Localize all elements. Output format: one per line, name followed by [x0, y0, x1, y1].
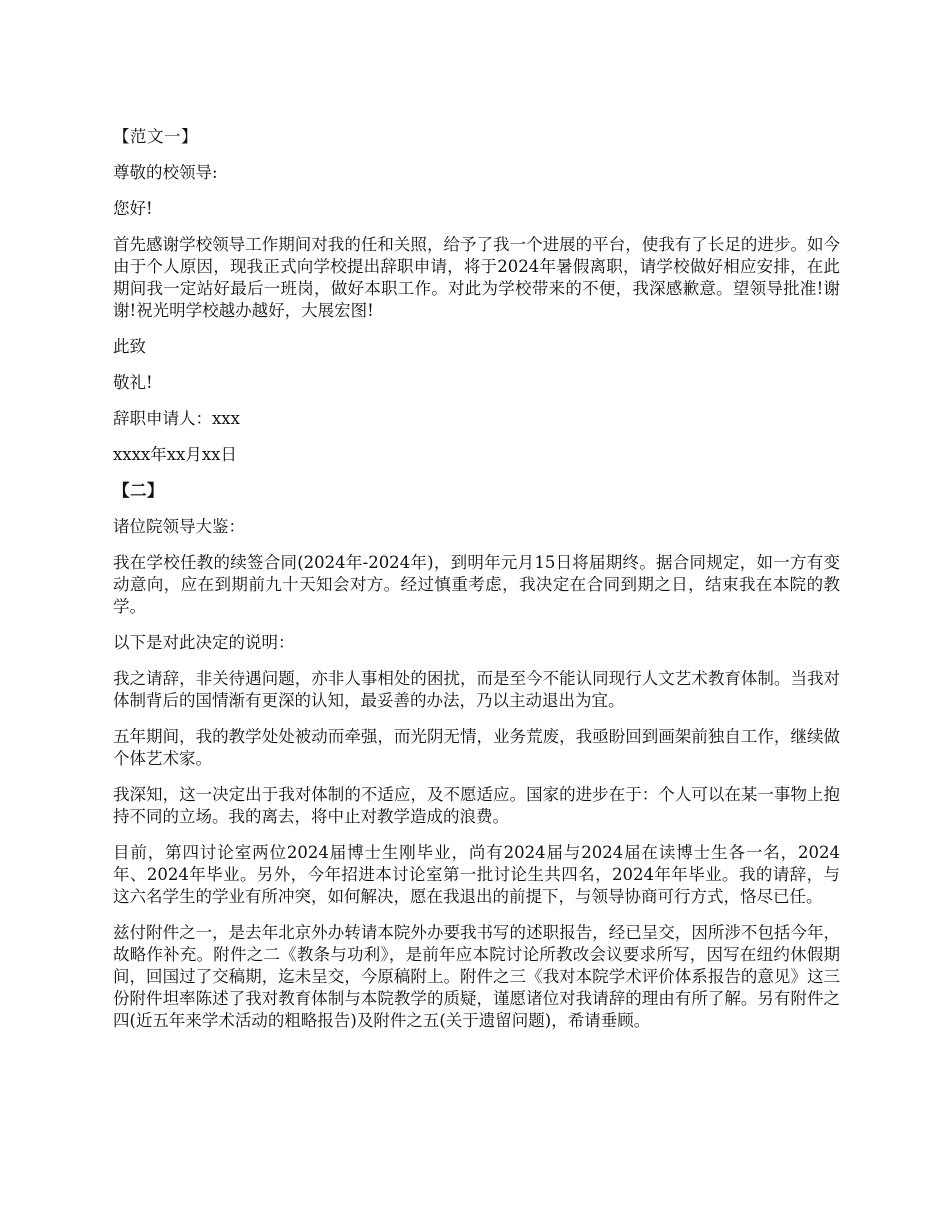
paragraph: 兹付附件之一，是去年北京外办转请本院外办要我书写的述职报告，经已呈交，因所涉不包括今年，故略作补充。附件之二《教条与功利》，是前年应本院讨论所教改会议要求所写，因写在纽约休假期间，回国过了交稿期，迄未呈交，今原稿附上。附件之三《我对本院学术评价体系报告的意见》这三份附件坦率陈述了我对教育体制与本院教学的质疑，谨愿诸位对我请辞的理由有所了解。另有附件之四(近五年来学术活动的粗略报告)及附件之五(关于遗留问题)，希请垂顾。	[113, 923, 840, 1030]
paragraph: 我深知，这一决定出于我对体制的不适应，及不愿适应。国家的进步在于：个人可以在某一事物上抱持不同的立场。我的离去，将中止对教学造成的浪费。	[113, 785, 840, 826]
closing-line-1: 此致	[113, 337, 146, 356]
salutation-2: 诸位院领导大鉴：	[113, 517, 245, 536]
paragraph: 我之请辞，非关待遇问题，亦非人事相处的困扰，而是至今不能认同现行人文艺术教育体制。当我对体制背后的国情渐有更深的认知，最妥善的办法，乃以主动退出为宜。	[113, 669, 840, 710]
date-line: xxxx年xx月xx日	[113, 445, 237, 464]
section-heading-1: 【范文一】	[113, 127, 198, 146]
letter-body-1: 首先感谢学校领导工作期间对我的任和关照，给予了我一个进展的平台，使我有了长足的进步。如今由于个人原因，现我正式向学校提出辞职申请，将于2024年暑假离职，请学校做好相应安排，在此期间我一定站好最后一班岗，做好本职工作。对此为学校带来的不便，我深感歉意。望领导批准!谢谢!祝光明学校越办越好，大展宏图!	[113, 235, 840, 320]
greeting: 您好!	[113, 199, 153, 218]
signature-line: 辞职申请人：xxx	[113, 409, 240, 428]
section-heading-2: 【二】	[113, 481, 164, 500]
document-page	[113, 126, 840, 1046]
paragraph: 目前，第四讨论室两位2024届博士生刚毕业，尚有2024届与2024届在读博士生各一名，2024年、2024年毕业。另外，今年招进本讨论室第一批讨论生共四名，2024年年毕业。我的请辞，与这六名学生的学业有所冲突，如何解决，愿在我退出的前提下，与领导协商可行方式，恪尽已任。	[113, 843, 840, 906]
paragraph: 五年期间，我的教学处处被动而牵强，而光阴无情，业务荒废，我亟盼回到画架前独自工作，继续做个体艺术家。	[113, 727, 840, 768]
salutation-1: 尊敬的校领导:	[113, 163, 218, 182]
closing-line-2: 敬礼!	[113, 373, 153, 392]
paragraph: 我在学校任教的续签合同(2024年-2024年)，到明年元月15日将届期终。据合同规定，如一方有变动意向，应在到期前九十天知会对方。经过慎重考虑，我决定在合同到期之日，结束我在本院的教学。	[113, 553, 840, 616]
paragraph: 以下是对此决定的说明：	[113, 633, 295, 652]
